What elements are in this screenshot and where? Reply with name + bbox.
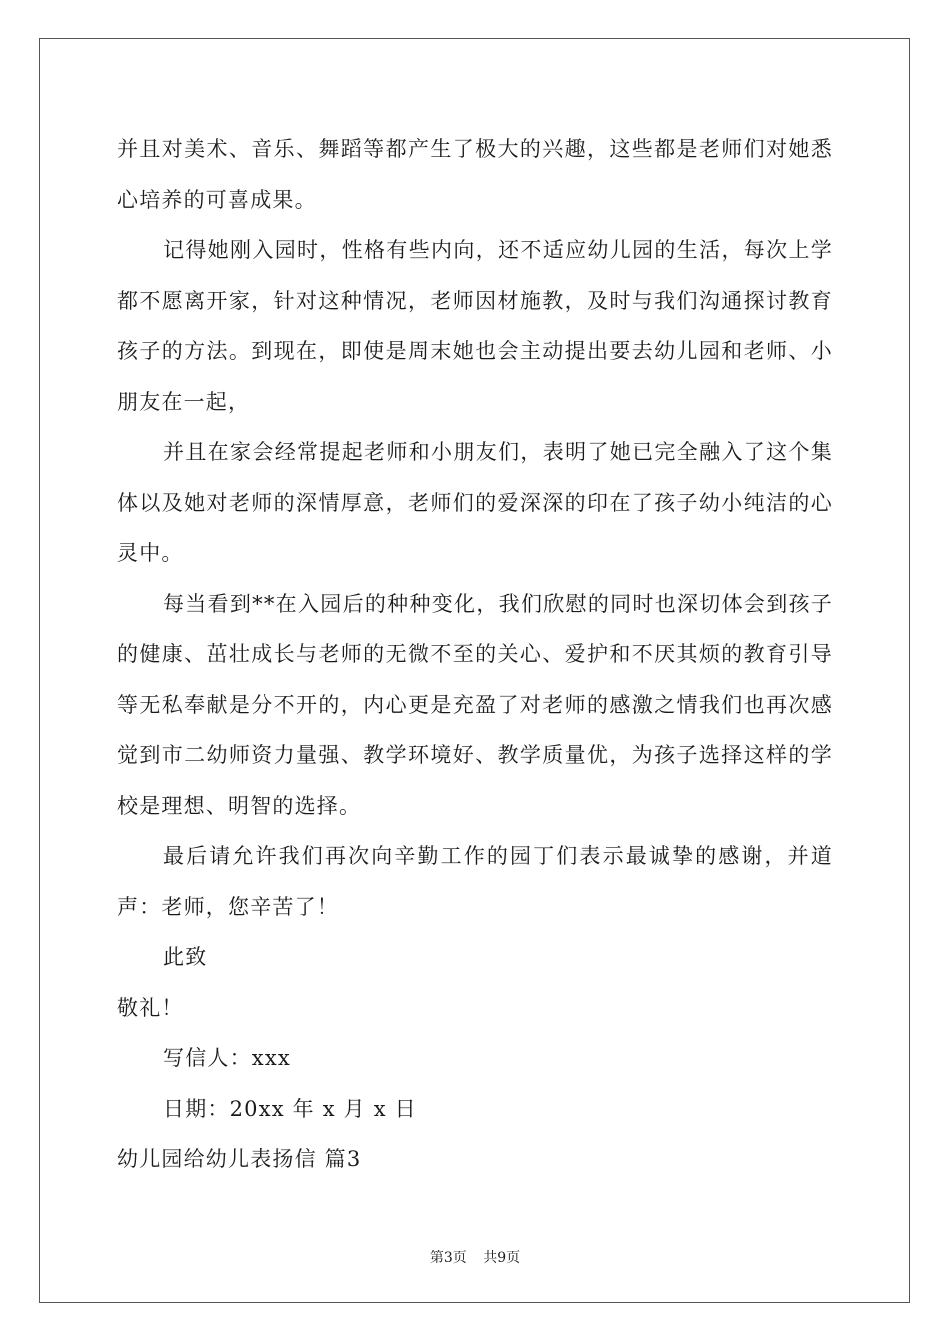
- paragraph-3: 并且在家会经常提起老师和小朋友们，表明了她已完全融入了这个集体以及她对老师的深情厚意，老师们的爱深深的印在了孩子幼小纯洁的心灵中。: [117, 440, 833, 565]
- paragraph-1: 并且对美术、音乐、舞蹈等都产生了极大的兴趣，这些都是老师们对她悉心培养的可喜成果。: [117, 137, 833, 212]
- closing-salutation: 此致: [163, 945, 208, 969]
- document-body: [117, 124, 833, 1185]
- paragraph-5: 最后请允许我们再次向辛勤工作的园丁们表示最诚挚的感谢，并道声：老师，您辛苦了！: [117, 844, 833, 919]
- paragraph-2: 记得她刚入园时，性格有些内向，还不适应幼儿园的生活，每次上学都不愿离开家，针对这种情况，老师因材施教，及时与我们沟通探讨教育孩子的方法。到现在，即使是周末她也会主动提出要去幼儿园和老师、小朋友在一起，: [117, 238, 833, 414]
- page-total: 共9页: [483, 1250, 521, 1266]
- page-footer: [0, 1247, 950, 1267]
- closing-respect: 敬礼！: [117, 995, 184, 1020]
- paragraph-4: 每当看到**在入园后的种种变化，我们欣慰的同时也深切体会到孩子的健康、茁壮成长与老师的无微不至的关心、爱护和不厌其烦的教育引导等无私奉献是分不开的，内心更是充盈了对老师的感激之情我们也再次感觉到市二幼师资力量强、教学环境好、教学质量优，为孩子选择这样的学校是理想、明智的选择。: [117, 591, 833, 818]
- letter-date: 日期：20xx 年 x 月 x 日: [163, 1096, 417, 1121]
- page-number: 第3页: [429, 1250, 467, 1266]
- section-heading: 幼儿园给幼儿表扬信 篇3: [117, 1147, 362, 1171]
- letter-writer: 写信人：xxx: [163, 1046, 291, 1070]
